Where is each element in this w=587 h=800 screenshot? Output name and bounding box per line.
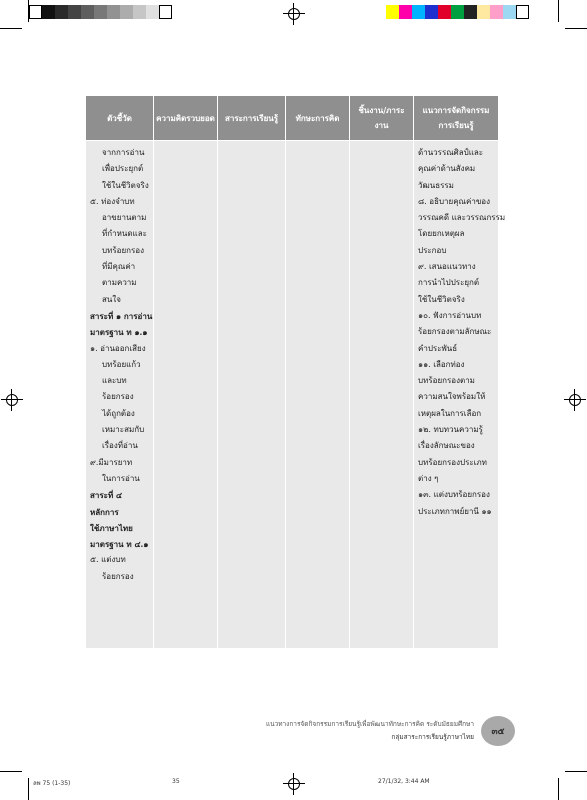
crop-mark (565, 28, 587, 29)
indicator-line: อาขยานตาม (102, 213, 147, 223)
indicator-line: ที่กำหนดและ (102, 229, 147, 239)
header-tasks: ชิ้นงาน/ภาระงาน (350, 96, 414, 141)
indicator-line: เรื่องที่อ่าน (102, 441, 138, 451)
color-bar (386, 5, 529, 19)
activity-line: ต่าง ๆ (418, 473, 439, 483)
crop-mark (565, 771, 587, 772)
activity-line: คำประพันธ์ (418, 343, 458, 353)
indicator-line: บทร้อยแก้ว (102, 359, 141, 369)
registration-mark-bottom (286, 776, 302, 792)
indicator-line: สนใจ (102, 294, 121, 304)
slug-timestamp: 27/1/32, 3:44 AM (378, 778, 430, 785)
indicator-line: และบท (102, 376, 127, 386)
indicator-line: เหมาะสมกับ (102, 425, 145, 435)
indicator-line: ร้อยกรอง (102, 571, 134, 581)
indicator-line: ได้ถูกต้อง (102, 408, 135, 418)
crop-mark (0, 28, 22, 29)
activity-line: ๑๒. ทบทวนความรู้ (418, 425, 483, 435)
activity-line: ๑๑. เลือกท่อง (418, 359, 465, 369)
table-row (86, 141, 499, 649)
activity-line: ประกอบ (418, 245, 447, 255)
activity-line: เหตุผลในการเลือก (418, 408, 482, 418)
activity-line: บทร้อยกรองประเภท (418, 457, 487, 467)
indicator-line: เพื่อประยุกต์ (102, 164, 144, 174)
header-concept: ความคิดรวบยอด (154, 96, 218, 141)
crop-mark (28, 0, 29, 22)
indicators-cell (86, 141, 154, 649)
registration-mark-top (286, 6, 302, 22)
activity-line: ร้อยกรองตามลักษณะ (418, 327, 492, 337)
indicator-line: ใช้ในชีวิตจริง (102, 180, 149, 190)
registration-mark-left (4, 392, 20, 408)
activity-line: การนำไปประยุกต์ (418, 278, 480, 288)
activity-line: วัฒนธรรม (418, 180, 454, 190)
activity-line: ความสนใจพร้อมให้ (418, 392, 486, 402)
crop-mark (28, 778, 29, 800)
table-header-row (86, 96, 499, 141)
activity-line: เรื่องลักษณะของ (418, 441, 475, 451)
header-activities: แนวการจัดกิจกรรมการเรียนรู้ (414, 96, 499, 141)
crop-mark (558, 0, 559, 22)
activity-line: คุณค่าด้านสังคม (418, 164, 476, 174)
strand-heading: หลักการ (90, 506, 119, 517)
footer-book-title: แนวทางการจัดกิจกรรมการเรียนรู้เพื่อพัฒนาทักษะการคิด ระดับมัธยมศึกษา (265, 720, 474, 728)
activity-line: ๑๐. ฟังการอ่านบท (418, 310, 482, 320)
strand-heading: ใช้ภาษาไทย (90, 522, 133, 533)
activity-line: บทร้อยกรองตาม (418, 376, 475, 386)
indicator-line: ในการอ่าน (102, 473, 140, 483)
activities-cell (414, 141, 506, 649)
indicator-line: ๕. แต่งบท (90, 555, 126, 565)
activity-line: ด้านวรรณศิลป์และ (418, 148, 484, 157)
indicator-line: ตามความ (102, 278, 137, 288)
crop-mark (558, 778, 559, 800)
footer-subject: กลุ่มสาระการเรียนรู้ภาษาไทย (391, 733, 474, 741)
activity-line: ๘. อธิบายคุณค่าของ (418, 196, 490, 206)
registration-mark-right (567, 392, 583, 408)
indicator-line: ๕. ท่องจำบท (90, 196, 135, 206)
activity-line: โดยยกเหตุผล (418, 229, 465, 239)
activity-line: ใช้ในชีวิตจริง (418, 294, 465, 304)
content-cell (218, 141, 286, 649)
strand-heading: สาระที่ ๔ (90, 490, 123, 501)
activity-line: ๑๓. แต่งบทร้อยกรอง (418, 490, 490, 500)
activity-line: ๙. เสนอแนวทาง (418, 262, 476, 272)
activity-line: วรรณคดี และวรรณกรรม (418, 213, 506, 223)
indicator-line: ๙.มีมารยาท (90, 457, 133, 467)
concept-cell (154, 141, 218, 649)
indicator-line: ร้อยกรอง (102, 392, 134, 402)
crop-mark (0, 771, 22, 772)
indicator-line: จากการอ่าน (102, 148, 145, 157)
header-indicators: ตัวชี้วัด (86, 96, 154, 141)
slug-page-number: 35 (172, 778, 180, 785)
header-thinking-skills: ทักษะการคิด (286, 96, 350, 141)
grayscale-bar (29, 5, 172, 19)
indicator-line: ที่มีคุณค่า (102, 262, 136, 272)
indicator-line: บทร้อยกรอง (102, 245, 144, 255)
standard-heading: มาตรฐาน ท ๑.๑ (90, 327, 148, 338)
header-content: สาระการเรียนรู้ (218, 96, 286, 141)
standard-heading: มาตรฐาน ท ๔.๑ (90, 539, 149, 550)
curriculum-table (85, 95, 506, 649)
activity-line: ประเภทกาพย์ยานี ๑๑ (418, 506, 492, 516)
tasks-cell (350, 141, 414, 649)
strand-heading: สาระที่ ๑ การอ่าน (90, 310, 153, 321)
thinking-skills-cell (286, 141, 350, 649)
slug-file-name: ลพ 75 (1-35) (33, 780, 71, 787)
indicator-line: ๑. อ่านออกเสียง (90, 343, 146, 353)
page-number-badge: ๓๕ (481, 716, 515, 746)
